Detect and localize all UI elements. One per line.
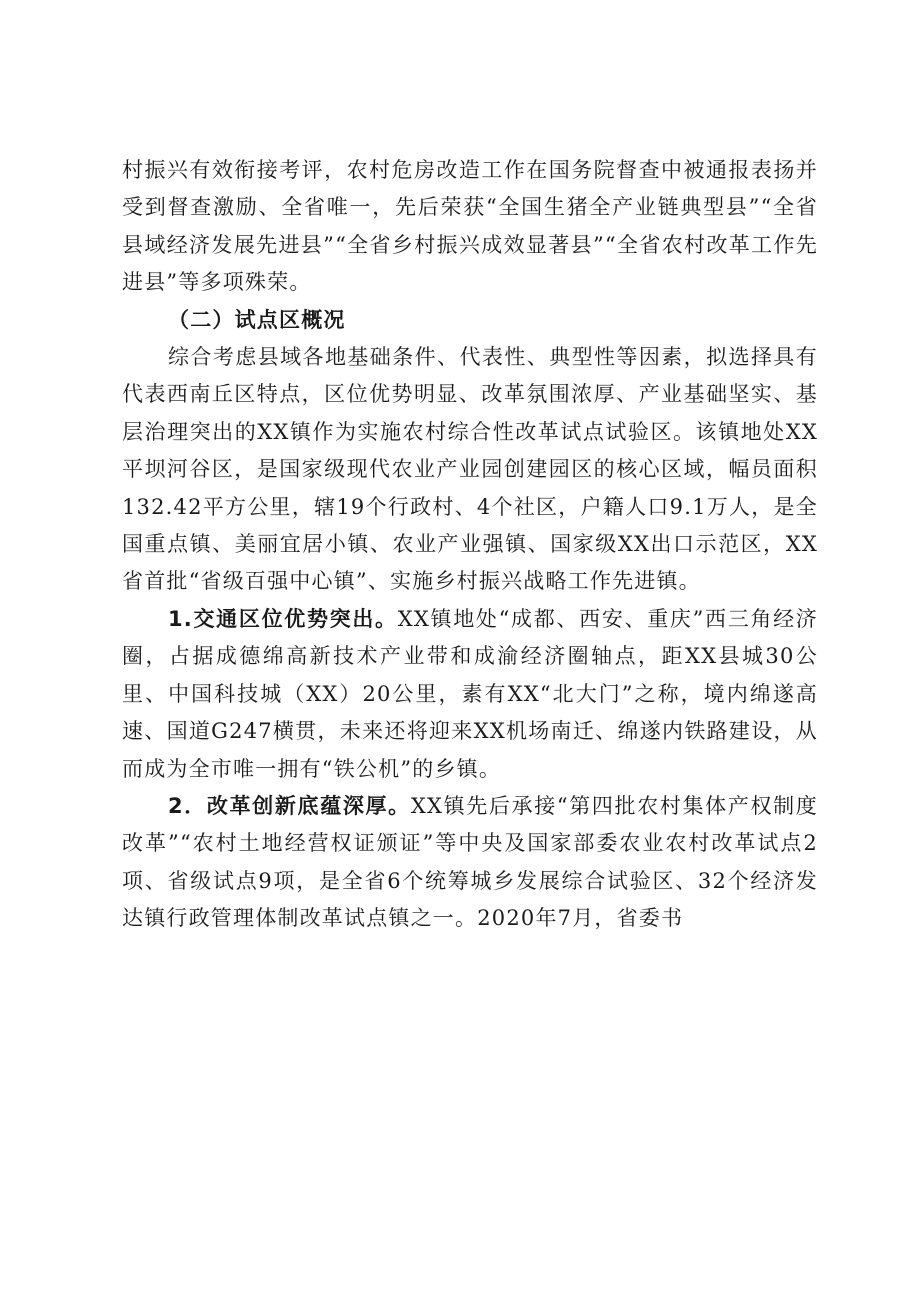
paragraph-transport [122,601,818,788]
document-body [122,152,818,938]
section-heading: （二）试点区概况 [168,307,346,332]
paragraph-text-transport: XX镇地处“成都、西安、重庆”西三角经济圈，占据成德绵高新技术产业带和成渝经济圈轴点，距XX县城30公里、中国科技城（XX）20公里，素有XX“北大门”之称，境内绵遂高速、国道G247横贯，未来还将迎来XX机场南迁、绵遂内铁路建设，从而成为全市唯一拥有“铁公机”的乡镇。 [122,606,818,781]
paragraph-lead-reform: 2．改革创新底蕴深厚。 [168,793,411,818]
paragraph-reform [122,788,818,938]
paragraph-overview: 综合考虑县域各地基础条件、代表性、典型性等因素，拟选择具有代表西南丘区特点，区位优势明显、改革氛围浓厚、产业基础坚实、基层治理突出的XX镇作为实施农村综合性改革试点试验区。该镇地处XX平坝河谷区，是国家级现代农业产业园创建园区的核心区域，幅员面积132.42平方公里，辖19个行政村、4个社区，户籍人口9.1万人，是全国重点镇、美丽宜居小镇、农业产业强镇、国家级XX出口示范区，XX省首批“省级百强中心镇”、实施乡村振兴战略工作先进镇。 [122,345,818,594]
paragraph-text-reform: XX镇先后承接“第四批农村集体产权制度改革”“农村土地经营权证颁证”等中央及国家部委农业农村改革试点2项、省级试点9项，是全省6个统筹城乡发展综合试验区、32个经济发达镇行政管理体制改革试点镇之一。2020年7月，省委书 [122,793,819,931]
paragraph-lead-transport: 1.交通区位优势突出。 [168,606,398,631]
paragraph-continuation: 村振兴有效衔接考评，农村危房改造工作在国务院督查中被通报表扬并受到督查激励、全省唯一，先后荣获“全国生猪全产业链典型县”“全省县域经济发展先进县”“全省乡村振兴成效显著县”“全省农村改革工作先进县”等多项殊荣。 [122,158,818,295]
